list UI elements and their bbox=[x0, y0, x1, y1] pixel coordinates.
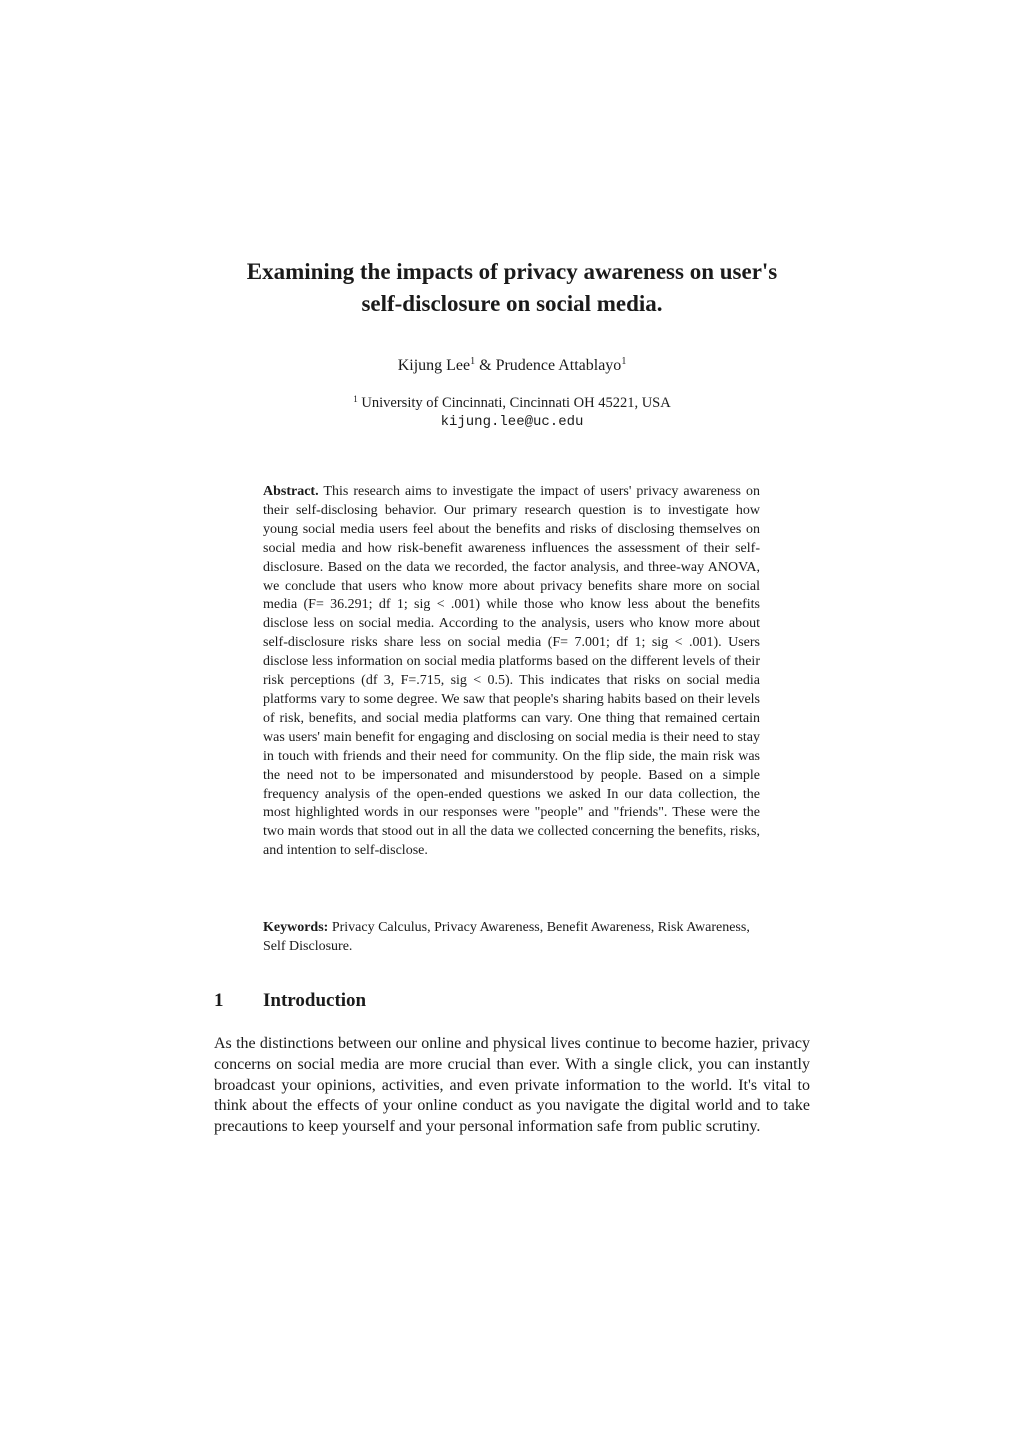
paper-title bbox=[180, 256, 844, 320]
keywords bbox=[263, 919, 760, 957]
paragraph: As the distinctions between our online and physical lives continue to become hazier, privacy concerns on social media are more crucial than ever. With a single click, you can instantly broadcast your opinions, activities, and even private information to the world. It's vital to think about the effects of your online conduct as you navigate the digital world and to take precautions to keep yourself and your personal information safe from public scrutiny. bbox=[214, 1035, 810, 1136]
abstract bbox=[263, 483, 760, 861]
section-heading-introduction bbox=[214, 988, 366, 1014]
author-name: Kijung Lee bbox=[397, 357, 471, 374]
section-title: Introduction bbox=[263, 990, 367, 1011]
author-affiliation-mark: 1 bbox=[621, 356, 627, 367]
keywords-text: Privacy Calculus, Privacy Awareness, Benefit Awareness, Risk Awareness, Self Disclosure. bbox=[263, 920, 750, 954]
introduction-body bbox=[214, 1034, 810, 1138]
affiliation-mark: 1 bbox=[353, 394, 358, 404]
author-affiliation-mark: 1 bbox=[470, 356, 476, 367]
author-separator: & bbox=[475, 357, 496, 374]
abstract-text: This research aims to investigate the impact of users' privacy awareness on their self-disclosing behavior. Our primary research question is to investigate how young social media users feel about the benefits and risks of disclosing themselves on social media and how risk-benefit awareness influences the assessment of their self-disclosure. Based on the data we recorded, the factor analysis, and three-way ANOVA, we conclude that users who know more about privacy benefits share more on social media (F= 36.291; df 1; sig < .001) while those who know less about the benefits disclose less on social media. According to the analysis, users who know more about self-disclosure risks share less on social media (F= 7.001; df 1; sig < .001). Users disclose less information on social media platforms based on the different levels of their risk perceptions (df 3, F=.715, sig < 0.5). This indicates that risks on social media platforms vary to some degree. We saw that people's sharing habits based on their levels of risk, benefits, and social media platforms can vary. One thing that remained certain was users' main benefit for engaging and disclosing on social media is their need to stay in touch with friends and their need for community. On the flip side, the main risk was the need not to be impersonated and misunderstood by people. Based on a simple frequency analysis of the open-ended questions we asked In our data collection, the most highlighted words in our responses were "people" and "friends". These were the two main words that stood out in all the data we collected concerning the benefits, risks, and intention to self-disclose. bbox=[263, 484, 760, 859]
title-line-1: Examining the impacts of privacy awareness on user's bbox=[246, 259, 778, 284]
author-name: Prudence Attablayo bbox=[495, 357, 622, 374]
affiliation-text: University of Cincinnati, Cincinnati OH 45221, USA bbox=[361, 395, 671, 411]
abstract-label: Abstract. bbox=[263, 484, 319, 499]
keywords-label: Keywords: bbox=[263, 920, 329, 935]
author-email: kijung.lee@uc.edu bbox=[440, 414, 584, 430]
section-number: 1 bbox=[214, 990, 224, 1011]
affiliation bbox=[180, 394, 844, 431]
title-line-2: self-disclosure on social media. bbox=[361, 291, 663, 316]
author-list bbox=[180, 355, 844, 377]
